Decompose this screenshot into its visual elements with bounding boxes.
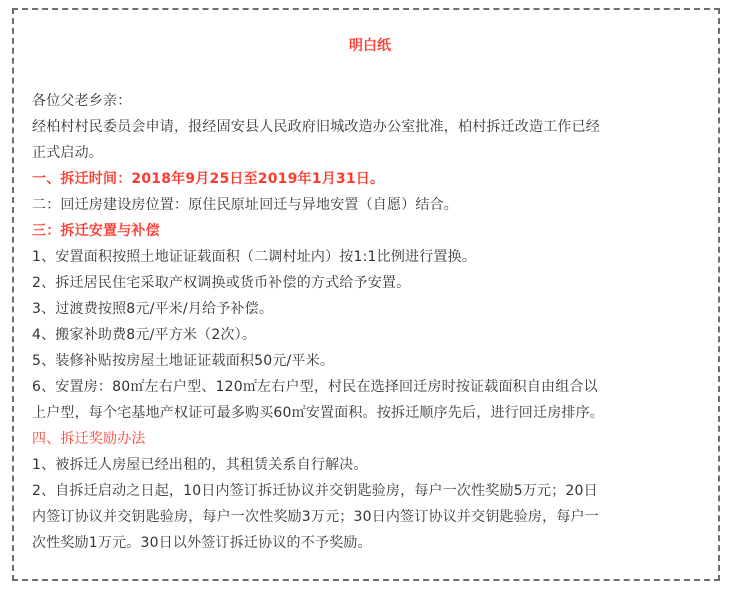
section-heading-2: 二：回迁房建设房位置：原住民原址回迁与异地安置（自愿）结合。 xyxy=(32,197,458,213)
list-item: 4、搬家补助费8元/平方米（2次）。 xyxy=(32,327,257,343)
intro-line: 正式启动。 xyxy=(32,145,103,161)
list-item: 2、自拆迁启动之日起，10日内签订拆迁协议并交钥匙验房，每户一次性奖励5万元；20日 xyxy=(32,483,598,499)
section-heading-1: 一、拆迁时间：2018年9月25日至2019年1月31日。 xyxy=(32,171,385,187)
list-item: 次性奖励1万元。30日以外签订拆迁协议的不予奖励。 xyxy=(32,535,372,551)
notice-body xyxy=(32,88,716,556)
list-item: 5、装修补贴按房屋土地证证载面积50元/平米。 xyxy=(32,353,335,369)
list-item: 3、过渡费按照8元/平米/月给予补偿。 xyxy=(32,301,274,317)
intro-line: 经柏村村民委员会申请，报经固安县人民政府旧城改造办公室批准，柏村拆迁改造工作已经 xyxy=(32,119,600,135)
notice-title: 明白纸 xyxy=(349,38,391,54)
section-heading-4: 四、拆迁奖励办法 xyxy=(32,431,146,447)
list-item: 1、安置面积按照土地证证载面积（二调村址内）按1:1比例进行置换。 xyxy=(32,249,477,265)
list-item: 内签订协议并交钥匙验房，每户一次性奖励3万元；30日内签订协议并交钥匙验房，每户一 xyxy=(32,509,599,525)
list-item: 上户型，每个宅基地产权证可最多购买60㎡安置面积。按拆迁顺序先后，进行回迁房排序。 xyxy=(32,405,605,421)
greeting: 各位父老乡亲： xyxy=(32,93,132,109)
list-item: 1、被拆迁人房屋已经出租的，其租赁关系自行解决。 xyxy=(32,457,368,473)
section-heading-3: 三：拆迁安置与补偿 xyxy=(32,223,160,239)
list-item: 2、拆迁居民住宅采取产权调换或货币补偿的方式给予安置。 xyxy=(32,275,411,291)
list-item: 6、安置房：80㎡左右户型、120㎡左右户型，村民在选择回迁房时按证载面积自由组合以 xyxy=(32,379,598,395)
